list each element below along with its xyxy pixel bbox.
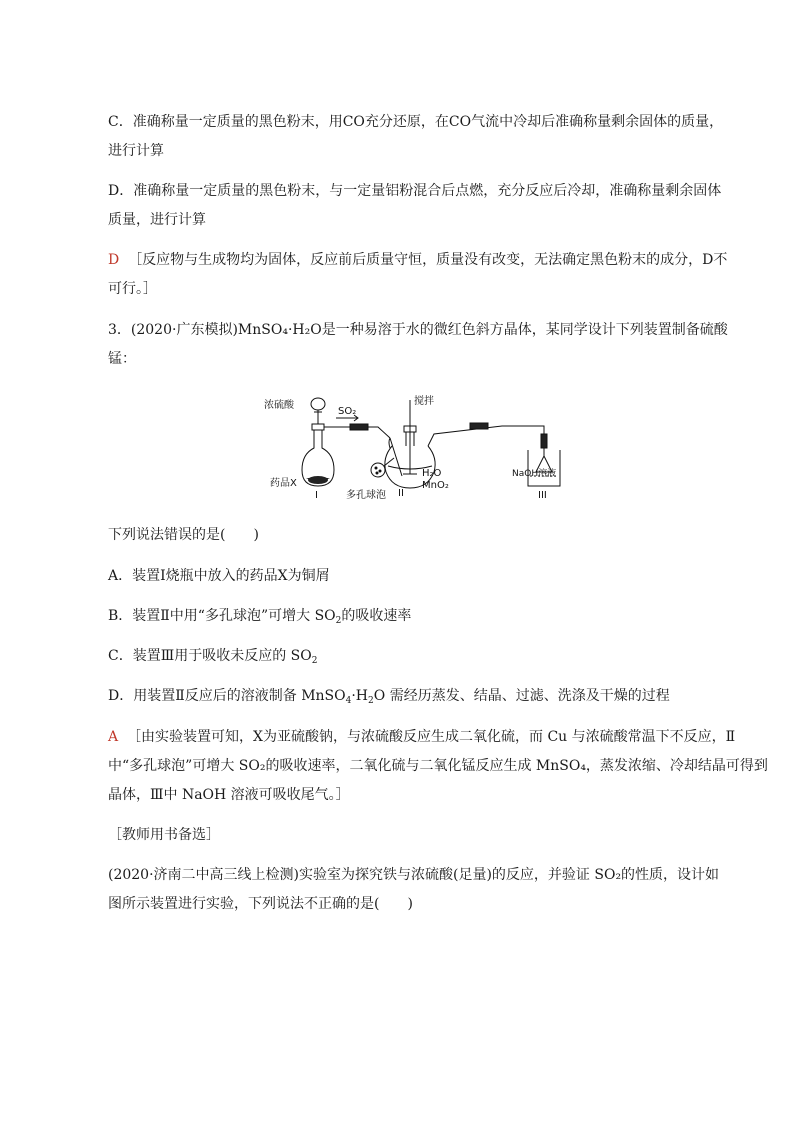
answer-2-letter: A (108, 729, 119, 745)
inlet-pipe (390, 438, 402, 476)
choice-d-sub-2: 2 (368, 696, 374, 706)
option-d-line-1: D．准确称量一定质量的黑色粉末，与一定量铝粉混合后点燃，充分反应后冷却，准确称量剩余固体 (108, 183, 722, 199)
label-mno2: MnO₂ (422, 480, 449, 491)
label-naoh: NaOH溶液 (512, 469, 557, 479)
flask-1-stopper (312, 424, 324, 430)
label-acid: 浓硫酸 (264, 400, 294, 411)
apparatus-diagram (262, 390, 572, 502)
extra-question-line-2: 图所示装置进行实验，下列说法不正确的是( ) (108, 896, 413, 912)
choice-d-mid: ·H (351, 688, 369, 704)
question-3-line-1: 3．(2020·广东模拟)MnSO₄·H₂O是一种易溶于水的微红色斜方晶体，某同学设计下列装置制备硫酸 (108, 322, 728, 338)
option-d-line-2: 质量，进行计算 (108, 212, 206, 228)
teacher-note: ［教师用书备选］ (108, 827, 220, 843)
choice-b-tail: 的吸收速率 (341, 608, 412, 624)
tube-joint-1 (350, 424, 368, 430)
label-so2: SO₂ (338, 406, 357, 417)
question-3-line-2: 锰： (108, 351, 136, 367)
porous-dot-3 (376, 472, 378, 474)
apparatus-figure (262, 390, 572, 502)
tube-joint-3 (541, 434, 547, 448)
tube-2-3 (428, 426, 544, 456)
label-apparatus-2: II (398, 488, 404, 499)
drug-x-blob (308, 476, 328, 484)
answer-2-line-3: 晶体，Ⅲ中 NaOH 溶液可吸收尾气。］ (108, 787, 350, 803)
answer-1-line-1 (108, 250, 728, 270)
label-porous-bulb: 多孔球泡 (346, 490, 386, 501)
choice-d (108, 686, 728, 706)
extra-question-line-1: (2020·济南二中高三线上检测)实验室为探究铁与浓硫酸(足量)的反应，并验证 SO₂的性质，设计如 (108, 867, 720, 883)
answer-1-line-2: 可行。］ (108, 281, 157, 297)
choice-c (108, 646, 728, 666)
choice-c-sub: 2 (311, 656, 318, 666)
label-h2o: H₂O (422, 468, 442, 479)
porous-bulb (371, 463, 385, 477)
tube-joint-2 (470, 423, 488, 429)
answer-2-text: ［由实验装置可知，X为亚硫酸钠，与浓硫酸反应生成二氧化硫，而 Cu 与浓硫酸常温下不反应，Ⅱ (127, 729, 736, 745)
choice-b-text: B．装置Ⅱ中用“多孔球泡”可增大 SO (108, 608, 336, 624)
option-c-line-1: C．准确称量一定质量的黑色粉末，用CO充分还原，在CO气流中冷却后准确称量剩余固体的质量， (108, 114, 724, 130)
choice-d-sub-1: 4 (345, 696, 352, 706)
choice-d-text: D．用装置Ⅱ反应后的溶液制备 MnSO (108, 688, 346, 704)
choice-a: A．装置Ⅰ烧瓶中放入的药品X为铜屑 (108, 568, 330, 584)
answer-2-line-1 (108, 727, 736, 747)
answer-1-text: ［反应物与生成物均为固体，反应前后质量守恒，质量没有改变，无法确定黑色粉末的成分，D不 (128, 252, 728, 268)
answer-1-letter: D (108, 252, 120, 268)
choice-d-tail: O 需经历蒸发、结晶、过滤、洗涤及干燥的过程 (373, 688, 670, 704)
porous-dot-2 (379, 470, 381, 472)
label-apparatus-3: III (538, 490, 547, 501)
label-apparatus-1: I (315, 490, 318, 501)
choice-c-text: C．装置Ⅲ用于吸收未反应的 SO (108, 648, 312, 664)
answer-2-line-2: 中“多孔球泡”可增大 SO₂的吸收速率，二氧化硫与二氧化锰反应生成 MnSO₄，蒸发浓缩、冷却结晶可得到 (108, 758, 768, 774)
flask-2-left-neck (389, 438, 390, 448)
funnel-bulb (311, 398, 325, 410)
question-prompt: 下列说法错误的是( ) (108, 527, 259, 543)
label-drug-x: 药品X (270, 478, 297, 489)
porous-dot-1 (375, 467, 377, 469)
choice-b-sub: 2 (335, 616, 342, 626)
label-stir: 搅拌 (414, 396, 434, 407)
choice-b (108, 606, 728, 626)
option-c-line-2: 进行计算 (108, 143, 164, 159)
